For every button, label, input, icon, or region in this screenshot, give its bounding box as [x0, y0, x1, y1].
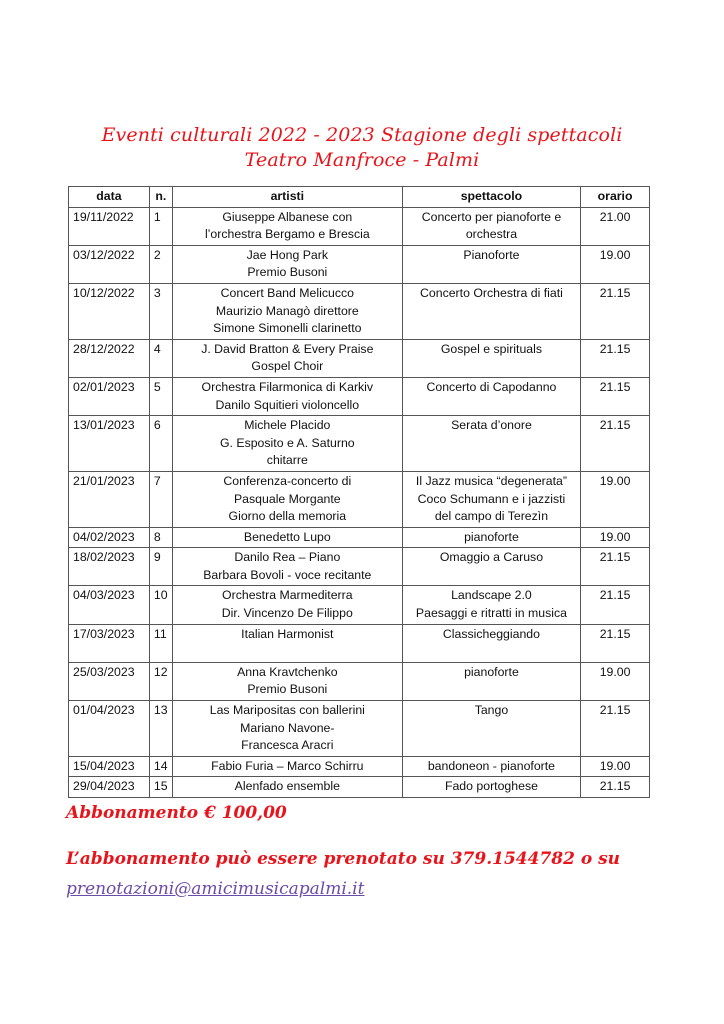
event-artists: [172, 471, 402, 527]
event-show: [402, 339, 580, 377]
event-show: [402, 283, 580, 339]
show-line: Pianoforte: [463, 247, 520, 262]
event-time: 21.15: [581, 548, 650, 586]
event-number: 10: [149, 586, 172, 624]
event-date: 21/01/2023: [69, 471, 150, 527]
subscription-price: Abbonamento € 100,00: [66, 803, 287, 823]
event-date: 04/03/2023: [69, 586, 150, 624]
show-line: Classicheggiando: [442, 626, 540, 641]
artist-line: Giuseppe Albanese con: [222, 209, 353, 224]
event-number: 9: [149, 548, 172, 586]
table-row: [69, 624, 650, 662]
artist-line: Pasquale Morgante: [233, 491, 341, 506]
event-number: 1: [149, 207, 172, 245]
artist-line: Premio Busoni: [247, 265, 328, 280]
booking-text: L’abbonamento può essere prenotato su 379.1544782 o su: [66, 849, 621, 869]
event-show: [402, 527, 580, 548]
event-date: 28/12/2022: [69, 339, 150, 377]
event-date: 18/02/2023: [69, 548, 150, 586]
booking-email-link[interactable]: prenotazioni@amicimusicapalmi.it: [66, 879, 365, 899]
table-header-row: [69, 187, 650, 208]
event-show: [402, 548, 580, 586]
event-date: 25/03/2023: [69, 662, 150, 700]
event-time: 21.15: [581, 339, 650, 377]
event-time: 21.15: [581, 586, 650, 624]
event-time: 21.00: [581, 207, 650, 245]
artist-line: Gospel Choir: [251, 359, 324, 374]
show-line: pianoforte: [464, 664, 519, 679]
show-line: Concerto Orchestra di fiati: [420, 285, 563, 300]
event-show: [402, 662, 580, 700]
table-row: [69, 283, 650, 339]
event-artists: [172, 283, 402, 339]
show-line: bandoneon - pianoforte: [427, 758, 556, 773]
column-header-orario: orario: [581, 187, 650, 208]
event-show: [402, 777, 580, 798]
show-line: Fado portoghese: [444, 779, 538, 794]
booking-info: [66, 844, 666, 904]
table-row: [69, 339, 650, 377]
artist-line: Mariano Navone-: [240, 720, 335, 735]
show-line: Tango: [474, 703, 509, 718]
artist-line: Giorno della memoria: [228, 509, 347, 524]
artist-line: [177, 643, 398, 661]
table-row: [69, 245, 650, 283]
event-artists: [172, 586, 402, 624]
event-date: 10/12/2022: [69, 283, 150, 339]
event-number: 14: [149, 756, 172, 777]
event-date: 15/04/2023: [69, 756, 150, 777]
event-number: 12: [149, 662, 172, 700]
event-date: 02/01/2023: [69, 377, 150, 415]
event-time: 21.15: [581, 701, 650, 757]
event-number: 15: [149, 777, 172, 798]
artist-line: Las Maripositas con ballerini: [209, 703, 365, 718]
table-row: [69, 586, 650, 624]
event-time: 21.15: [581, 777, 650, 798]
event-number: 11: [149, 624, 172, 662]
event-artists: [172, 527, 402, 548]
column-header-artisti: artisti: [172, 187, 402, 208]
column-header-number: n.: [149, 187, 172, 208]
artist-line: Francesca Aracri: [241, 738, 334, 753]
artist-line: Fabio Furia – Marco Schirru: [211, 758, 364, 773]
event-number: 7: [149, 471, 172, 527]
event-artists: [172, 624, 402, 662]
event-artists: [172, 701, 402, 757]
show-line: Concerto di Capodanno: [426, 379, 557, 394]
table-row: [69, 701, 650, 757]
artist-line: Anna Kravtchenko: [237, 664, 338, 679]
show-line: del campo di Terezìn: [434, 509, 549, 524]
event-number: 3: [149, 283, 172, 339]
event-show: [402, 586, 580, 624]
show-line: Omaggio a Caruso: [439, 550, 544, 565]
table-row: [69, 471, 650, 527]
table-row: [69, 548, 650, 586]
artist-line: Michele Placido: [244, 418, 331, 433]
artist-line: Barbara Bovoli - voce recitante: [203, 567, 372, 582]
table-row: [69, 207, 650, 245]
event-date: 29/04/2023: [69, 777, 150, 798]
event-artists: [172, 756, 402, 777]
artist-line: Premio Busoni: [247, 682, 328, 697]
event-time: 21.15: [581, 624, 650, 662]
event-show: [402, 416, 580, 472]
artist-line: chitarre: [266, 453, 308, 468]
event-artists: [172, 339, 402, 377]
page-subtitle: Teatro Manfroce - Palmi: [244, 149, 480, 171]
table-row: [69, 777, 650, 798]
event-artists: [172, 245, 402, 283]
artist-line: G. Esposito e A. Saturno: [219, 435, 355, 450]
event-artists: [172, 207, 402, 245]
event-number: 6: [149, 416, 172, 472]
event-number: 8: [149, 527, 172, 548]
artist-line: Orchestra Filarmonica di Karkiv: [201, 379, 374, 394]
artist-line: Maurizio Managò direttore: [215, 303, 359, 318]
page-title: Eventi culturali 2022 - 2023 Stagione degli spettacoli: [101, 124, 623, 146]
table-row: [69, 756, 650, 777]
event-date: 17/03/2023: [69, 624, 150, 662]
table-row: [69, 527, 650, 548]
table-row: [69, 416, 650, 472]
event-date: 13/01/2023: [69, 416, 150, 472]
column-header-spettacolo: spettacolo: [402, 187, 580, 208]
show-line: pianoforte: [464, 529, 519, 544]
event-show: [402, 377, 580, 415]
table-row: [69, 662, 650, 700]
event-show: [402, 701, 580, 757]
event-date: 04/02/2023: [69, 527, 150, 548]
event-artists: [172, 416, 402, 472]
events-table-body: [69, 207, 650, 797]
artist-line: Concert Band Melicucco: [220, 285, 354, 300]
event-artists: [172, 662, 402, 700]
artist-line: Jae Hong Park: [246, 247, 328, 262]
event-time: 19.00: [581, 527, 650, 548]
event-show: [402, 207, 580, 245]
column-header-data: data: [69, 187, 150, 208]
event-number: 5: [149, 377, 172, 415]
show-line: Serata d’onore: [451, 418, 532, 433]
event-show: [402, 471, 580, 527]
event-time: 19.00: [581, 471, 650, 527]
event-artists: [172, 548, 402, 586]
artist-line: Dir. Vincenzo De Filippo: [221, 606, 353, 621]
show-line: orchestra: [465, 227, 518, 242]
table-row: [69, 377, 650, 415]
events-table: [68, 186, 650, 798]
show-line: Paesaggi e ritratti in musica: [415, 606, 567, 621]
event-date: 01/04/2023: [69, 701, 150, 757]
event-show: [402, 624, 580, 662]
event-show: [402, 245, 580, 283]
artist-line: Alenfado ensemble: [234, 779, 340, 794]
artist-line: Benedetto Lupo: [243, 529, 331, 544]
event-time: 19.00: [581, 662, 650, 700]
event-artists: [172, 377, 402, 415]
artist-line: Simone Simonelli clarinetto: [213, 321, 362, 336]
event-show: [402, 756, 580, 777]
show-line: Il Jazz musica “degenerata”: [415, 473, 567, 488]
artist-line: Orchestra Marmediterra: [222, 588, 353, 603]
artist-line: Danilo Squitieri violoncello: [215, 397, 360, 412]
show-line: Concerto per pianoforte e: [421, 209, 562, 224]
event-time: 21.15: [581, 416, 650, 472]
event-time: 19.00: [581, 756, 650, 777]
artist-line: J. David Bratton & Every Praise: [201, 341, 374, 356]
event-time: 21.15: [581, 283, 650, 339]
event-time: 21.15: [581, 377, 650, 415]
show-line: Gospel e spirituals: [440, 341, 543, 356]
event-number: 4: [149, 339, 172, 377]
show-line: Landscape 2.0: [451, 588, 532, 603]
event-date: 03/12/2022: [69, 245, 150, 283]
artist-line: Danilo Rea – Piano: [234, 550, 341, 565]
artist-line: Conferenza-concerto di: [223, 473, 352, 488]
event-number: 13: [149, 701, 172, 757]
artist-line: l’orchestra Bergamo e Brescia: [204, 227, 370, 242]
event-number: 2: [149, 245, 172, 283]
event-artists: [172, 777, 402, 798]
event-time: 19.00: [581, 245, 650, 283]
event-date: 19/11/2022: [69, 207, 150, 245]
show-line: Coco Schumann e i jazzisti: [417, 491, 566, 506]
artist-line: Italian Harmonist: [241, 626, 334, 641]
